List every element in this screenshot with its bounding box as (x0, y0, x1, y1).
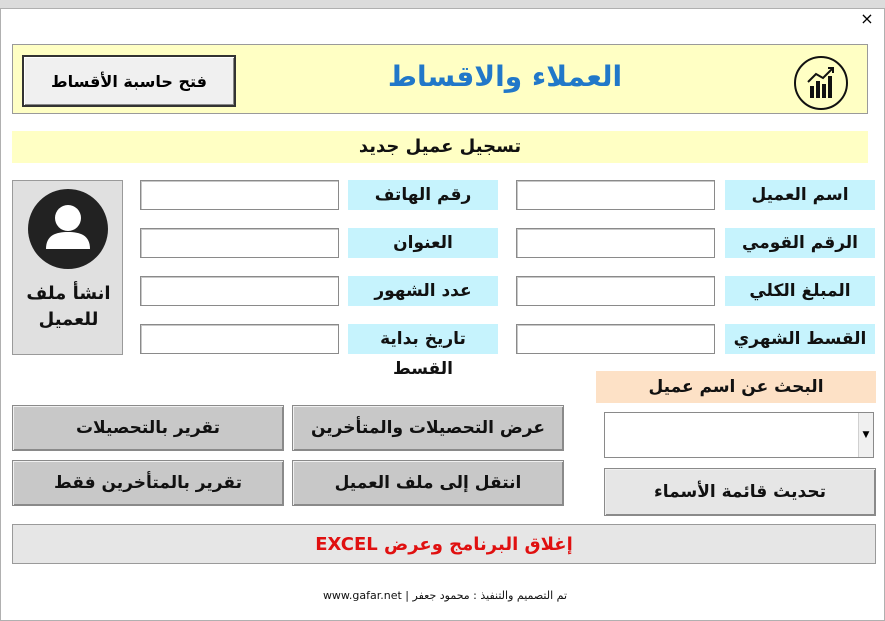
collections-report-button[interactable]: تقرير بالتحصيلات (12, 405, 284, 451)
start-date-field[interactable] (140, 324, 339, 354)
months-count-label: عدد الشهور (348, 276, 498, 306)
client-name-combobox[interactable] (604, 412, 874, 458)
client-name-field[interactable] (516, 180, 715, 210)
close-icon[interactable]: × (860, 9, 874, 28)
monthly-installment-field[interactable] (516, 324, 715, 354)
new-client-section-title: تسجيل عميل جديد (12, 131, 868, 163)
open-installment-calculator-button[interactable]: فتح حاسبة الأقساط (22, 55, 236, 107)
monthly-installment-label: القسط الشهري (725, 324, 875, 354)
months-count-field[interactable] (140, 276, 339, 306)
phone-field[interactable] (140, 180, 339, 210)
national-id-label: الرقم القومي (725, 228, 875, 258)
late-only-report-button[interactable]: تقرير بالمتأخرين فقط (12, 460, 284, 506)
address-label: العنوان (348, 228, 498, 258)
chart-bars-icon (794, 56, 848, 110)
user-avatar-icon (28, 189, 108, 269)
search-client-label: البحث عن اسم عميل (596, 371, 876, 403)
close-program-show-excel-button[interactable]: إغلاق البرنامج وعرض EXCEL (12, 524, 876, 564)
refresh-names-button[interactable]: تحديث قائمة الأسماء (604, 468, 876, 516)
app-title: العملاء والاقساط (387, 60, 623, 93)
client-name-label: اسم العميل (725, 180, 875, 210)
show-collections-button[interactable]: عرض التحصيلات والمتأخرين (292, 405, 564, 451)
total-amount-field[interactable] (516, 276, 715, 306)
chevron-down-icon[interactable]: ▼ (858, 413, 873, 457)
start-date-label: تاريخ بداية القسط (348, 324, 498, 354)
footer-credit: تم التصميم والتنفيذ : محمود جعفر | www.gafar.net (322, 589, 568, 602)
create-client-profile-button[interactable] (12, 180, 123, 355)
create-profile-label: انشأ ملف للعميل (26, 283, 111, 330)
phone-label: رقم الهاتف (348, 180, 498, 210)
national-id-field[interactable] (516, 228, 715, 258)
address-field[interactable] (140, 228, 339, 258)
total-amount-label: المبلغ الكلي (725, 276, 875, 306)
go-to-client-profile-button[interactable]: انتقل إلى ملف العميل (292, 460, 564, 506)
